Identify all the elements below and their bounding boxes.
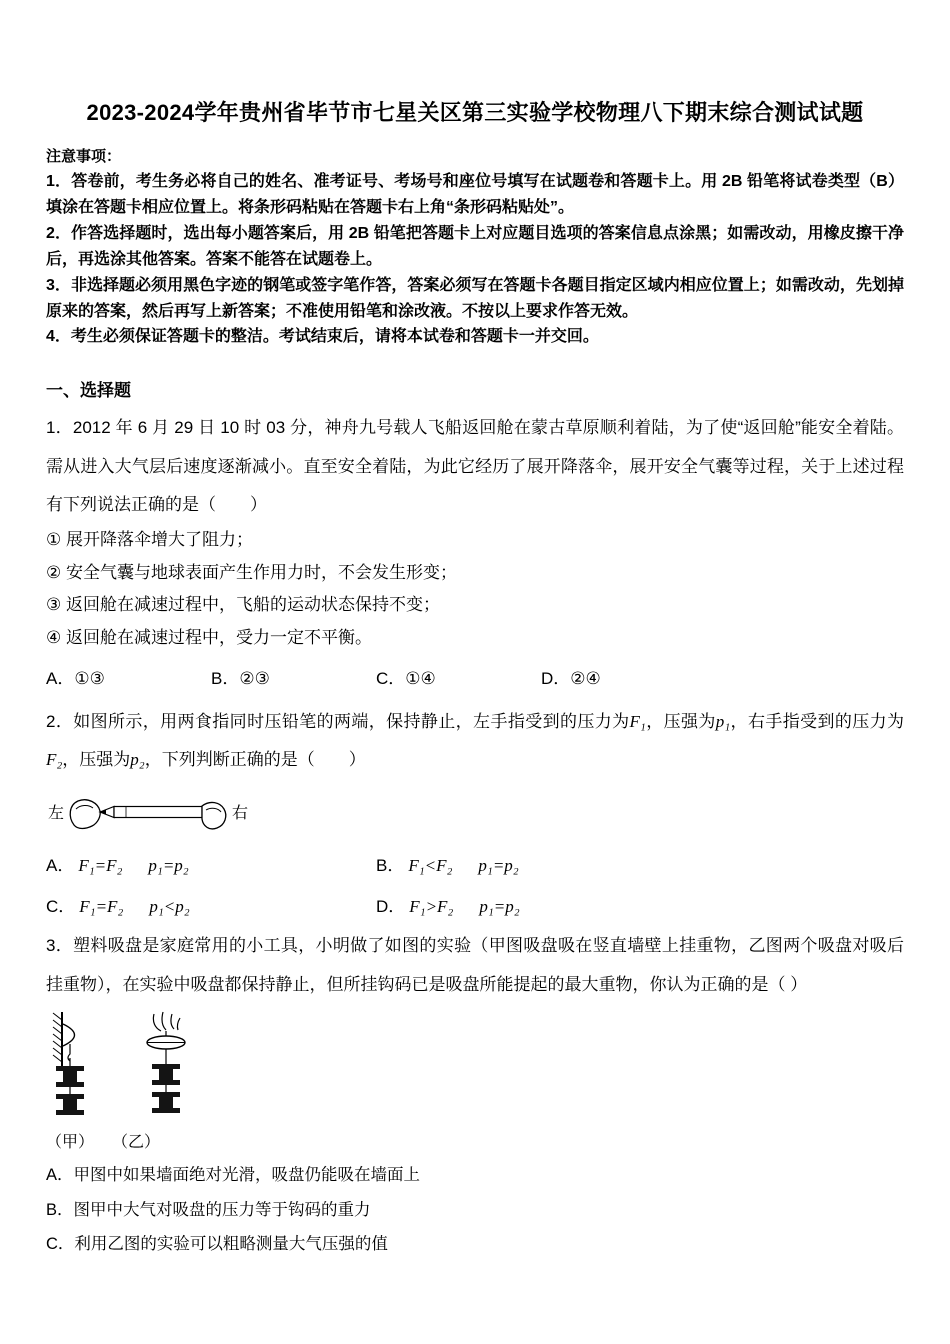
notice-heading: 注意事项： [46,148,122,165]
choice-math: F₁>F₂ [409,897,454,917]
figure-right-label: 右 [232,805,249,823]
question-2-text-part: ，右手指受到的压力为 [730,711,905,731]
question-2-choice-c [46,892,376,917]
question-1-choice-b: B．②③ [211,668,270,688]
question-2-text-part: 2．如图所示，用两食指同时压铅笔的两端，保持静止，左手指受到的压力为 [46,711,630,731]
question-3-choice-b: B．图甲中大气对吸盘的压力等于钩码的重力 [46,1200,371,1219]
choice-math: p₁=p₂ [148,856,189,876]
question-1-text: 1．2012 年 6 月 29 日 10 时 03 分，神舟九号载人飞船返回舱在蒙古草原顺利着陆，为了使“返回舱”能安全着陆。需从进入大气层后速度逐渐减小。直至安全着陆，为此它经历了展开降落伞，展开安全气囊等过程，关于上述过程有下列说法正确的是（ ） [46,418,904,514]
question-2-choices [46,851,904,917]
figure-left-label: 左 [48,805,65,823]
inline-math-p2: p₂ [130,750,145,770]
choice-label: D． [376,897,406,917]
question-3-choice-a: A．甲图中如果墙面绝对光滑，吸盘仍能吸在墙面上 [46,1165,421,1184]
question-1-choice-a: A．①③ [46,668,105,688]
question-2-choice-b [376,851,904,876]
choice-math: F₁=F₂ [78,856,123,876]
weight-stack-jia-icon [56,1066,84,1115]
choice-math: F₁=F₂ [79,897,124,917]
question-1 [46,409,904,695]
question-1-choices [46,663,904,695]
left-finger-icon [70,800,100,829]
notice-item-3: 3．非选择题必须用黑色字迹的钢笔或签字笔作答，答案必须写在答题卡各题目指定区域内相应位置上；如需改动，先划掉原来的答案，然后再写上新答案；不准使用铅笔和涂改液。不按以上要求作答无效。 [46,276,904,320]
question-3-choice-c: C．利用乙图的实验可以粗略测量大气压强的值 [46,1235,388,1254]
choice-label: B． [376,856,405,876]
weight-stack-yi-icon [152,1064,180,1113]
pencil-press-figure [46,785,258,839]
question-3-text: 3．塑料吸盘是家庭常用的小工具，小明做了如图的实验（甲图吸盘吸在竖直墙壁上挂重物，乙图两个吸盘对吸后挂重物），在实验中吸盘都保持静止，但所挂钩码已是吸盘所能提起的最大重物，你认为正确的是（ ） [46,936,904,994]
inline-math-f1: F₁ [629,711,646,731]
wall-icon [53,1012,62,1066]
question-2-choice-a [46,851,376,876]
hand-icon [153,1012,180,1031]
question-2-text [46,703,904,780]
choice-label: C． [46,897,76,917]
question-1-choice-d: D．②④ [541,668,601,688]
inline-math-p1: p₁ [715,711,731,731]
question-2 [46,703,904,918]
question-1-statement-4: ④ 返回舱在减速过程中，受力一定不平衡。 [46,627,372,647]
section-heading-choice-questions: 一、选择题 [46,381,131,401]
question-1-statement-2: ② 安全气囊与地球表面产生作用力时，不会发生形变； [46,562,457,582]
right-finger-icon [202,803,226,829]
question-2-text-part: ，下列判断正确的是（ ） [144,750,366,770]
choice-label: A． [46,856,75,876]
notice-section [46,145,904,350]
question-2-text-part: ，压强为 [62,750,131,770]
figure-sublabels [46,1129,904,1152]
figure-label-jia: （甲） [46,1133,95,1151]
choice-math: p₁=p₂ [479,897,520,917]
question-2-choice-d [376,892,904,917]
inline-math-f2: F₂ [46,750,63,770]
question-3 [46,927,904,1261]
question-1-choice-c: C．①④ [376,668,436,688]
choice-math: p₁<p₂ [149,897,190,917]
choice-math: F₁<F₂ [408,856,453,876]
paired-suction-cups-icon [147,1031,185,1064]
exam-title: 2023-2024学年贵州省毕节市七星关区第三实验学校物理八下期末综合测试试题 [86,100,864,125]
figure-label-yi: （乙） [120,1133,161,1151]
notice-item-1: 1．答卷前，考生务必将自己的姓名、准考证号、考场号和座位号填写在试题卷和答题卡上。用 2B 铅笔将试卷类型（B）填涂在答题卡相应位置上。将条形码粘贴在答题卡右上角“条形码粘贴处”。 [46,173,904,216]
suction-cup-figure [46,1010,236,1125]
notice-item-4: 4．考生必须保证答题卡的整洁。考试结束后，请将本试卷和答题卡一并交回。 [46,328,599,346]
wall-suction-cup-icon [63,1024,75,1066]
notice-item-2: 2．作答选择题时，选出每小题答案后，用 2B 铅笔把答题卡上对应题目选项的答案信息点涂黑；如需改动，用橡皮擦干净后，再选涂其他答案。答案不能答在试题卷上。 [46,224,904,268]
pencil-icon [100,807,202,818]
choice-math: p₁=p₂ [478,856,519,876]
question-1-statement-1: ① 展开降落伞增大了阻力； [46,530,253,550]
question-2-text-part: ，压强为 [645,711,716,731]
question-1-statement-3: ③ 返回舱在减速过程中，飞船的运动状态保持不变； [46,595,440,615]
